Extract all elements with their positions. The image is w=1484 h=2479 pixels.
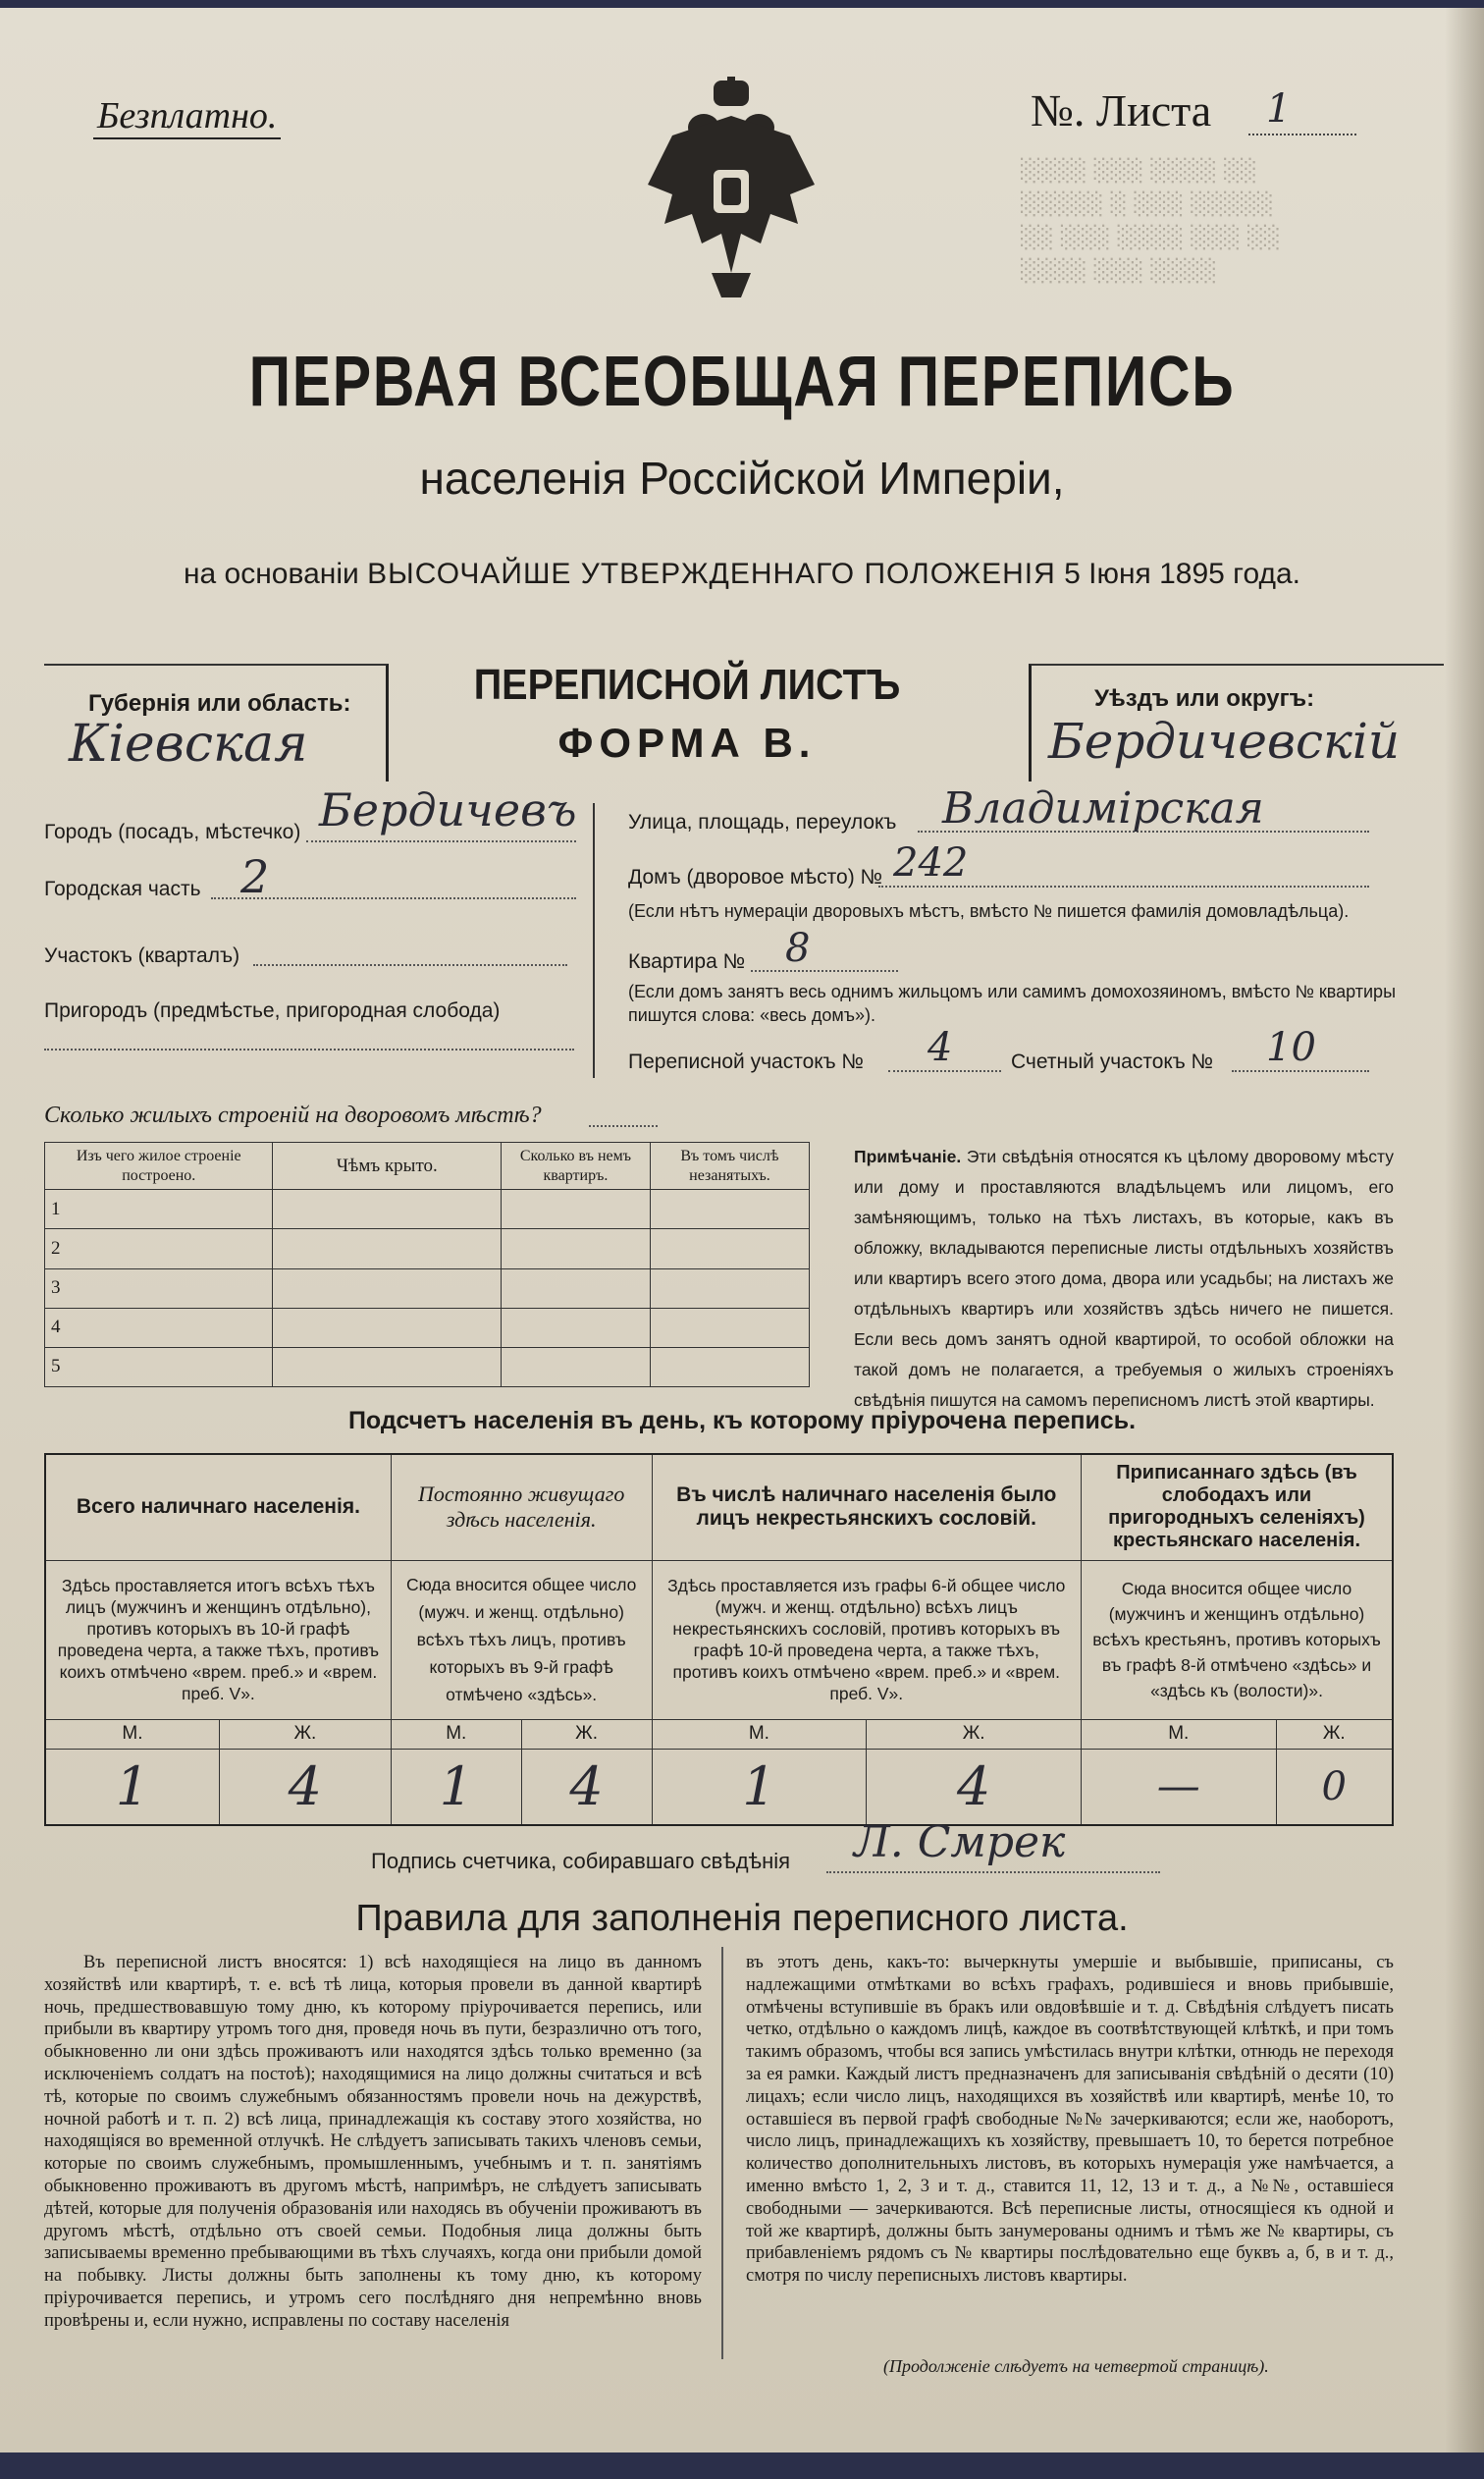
buildings-row-number: 4 xyxy=(45,1308,273,1347)
population-total-f: 4 xyxy=(219,1749,391,1825)
census-form-sheet xyxy=(0,8,1484,2452)
house-note: (Если нѣтъ нумераціи дворовыхъ мѣстъ, вмѣсто № пишется фамилія домовладѣльца). xyxy=(628,901,1350,921)
population-f-label: Ж. xyxy=(219,1719,391,1749)
population-peasant-m: — xyxy=(1082,1749,1277,1825)
suburb-line xyxy=(44,1049,574,1051)
apartment-label: Квартира № xyxy=(628,950,746,973)
gubernia-label: Губернія или область: xyxy=(88,690,351,717)
count-area-line xyxy=(1232,1070,1369,1072)
house-value: 242 xyxy=(893,840,969,886)
address-divider xyxy=(593,803,595,1078)
apartment-value: 8 xyxy=(785,926,811,971)
street-value: Владимірская xyxy=(942,783,1264,834)
street-label: Улица, площадь, переулокъ xyxy=(628,811,897,834)
note-text: Эти свѣдѣнія относятся къ цѣлому дворовому мѣсту или дому и проставляются владѣльцемъ или лицомъ, его замѣняющимъ, только на тѣхъ листахъ, въ которые, какъ въ обложку, вкладываются переписные листы отдѣльныхъ хозяйствъ или квартиръ всего этого дома, двора или усадьбы; на листахъ же отдѣльныхъ квартиръ или хозяйствъ здѣсь ничего не пишется. Если весь домъ занятъ одной квартирой, то особой обложки на такой домъ не полагается, а требуемыя о жилыхъ строеніяхъ свѣдѣнія пишутся на самомъ переписномъ листѣ этой квартиры. xyxy=(854,1147,1394,1410)
city-part-value: 2 xyxy=(240,850,270,903)
city-label: Городъ (посадъ, мѣстечко) xyxy=(44,821,301,843)
paper-edge-shadow xyxy=(1445,8,1484,2452)
population-m-label: М. xyxy=(652,1719,867,1749)
buildings-header-roof: Чѣмъ крыто. xyxy=(273,1143,501,1190)
buildings-question-line xyxy=(589,1125,658,1127)
rules-column-divider xyxy=(721,1947,723,2359)
buildings-row-number: 1 xyxy=(45,1190,273,1229)
rules-continued: (Продолженіе слѣдуетъ на четвертой страницѣ). xyxy=(883,2356,1269,2376)
census-area-line xyxy=(888,1070,1001,1072)
signature-line xyxy=(826,1871,1160,1873)
population-peasant-f: 0 xyxy=(1276,1749,1393,1825)
plot-label: Участокъ (кварталъ) xyxy=(44,944,240,967)
population-nonpeasant-f: 4 xyxy=(867,1749,1082,1825)
census-area-value: 4 xyxy=(928,1025,953,1070)
rules-title: Правила для заполненія переписного листа. xyxy=(355,1898,1129,1939)
basis-caps: ВЫСОЧАЙШЕ УТВЕРЖДЕННАГО ПОЛОЖЕНІЯ xyxy=(367,558,1056,590)
basis-date: 5 Іюня 1895 года. xyxy=(1064,558,1301,590)
sheet-number-value: 1 xyxy=(1266,86,1292,132)
population-f-label: Ж. xyxy=(521,1719,652,1749)
population-col-permanent-head: Постоянно живущаго здѣсь населенія. xyxy=(391,1454,652,1560)
population-title: Подсчетъ населенія въ день, къ которому пріурочена перепись. xyxy=(347,1407,1137,1434)
count-area-label: Счетный участокъ № xyxy=(1011,1051,1214,1073)
house-line xyxy=(878,886,1369,888)
legal-basis-line xyxy=(0,558,1484,591)
signature-label: Подпись счетчика, собиравшаго свѣдѣнія xyxy=(371,1849,791,1873)
gubernia-value: Кіевская xyxy=(69,715,308,774)
population-m-label: М. xyxy=(45,1719,219,1749)
buildings-header-apartments: Сколько въ немъ квартиръ. xyxy=(501,1143,650,1190)
population-nonpeasant-m: 1 xyxy=(652,1749,867,1825)
document-title: ПЕРВАЯ ВСЕОБЩАЯ ПЕРЕПИСЬ xyxy=(248,343,1236,421)
city-part-label: Городская часть xyxy=(44,878,201,900)
rules-right-column: въ этотъ день, какъ-то: вычеркнуты умершіе и выбывшіе, приписаны, съ надлежащими отмѣтками во всѣхъ графахъ, родившіеся и вновь прибывшіе, отмѣчены вступившіе въ бракъ или овдовѣвшіе и т. д. Свѣдѣнія слѣдуетъ писать четко, отдѣльно о каждомъ лицѣ, каждое въ соотвѣтствующей клѣткѣ, и при томъ такимъ образомъ, чтобы вся запись умѣстилась внутри клѣтки, отнюдь не переходя за ея рамки. Каждый листъ предназначенъ для записыванія свѣдѣній о десяти (10) лицахъ; если число лицъ, находящихся въ хозяйствѣ или квартирѣ, менѣе 10, то оставшіеся въ первой графѣ свободные №№ зачеркиваются; если же, наоборотъ, число лицъ, принадлежащихъ къ хозяйству, превышаетъ 10, то берется потребное количество дополнительныхъ листовъ, въ которыхъ нумерація уже намѣчается, а именно вмѣсто 1, 2, 3 и т. д., ставится 11, 12, 13 и т. д., а №№, оставшіеся свободными — зачеркиваются. Всѣ переписные листы, относящіеся къ одной и той же квартирѣ, должны быть занумерованы однимъ и тѣмъ же № квартиры, съ прибавленіемъ рядомъ съ № квартиры послѣдовательно еще буквъ а, б, в и т. д., смотря по числу переписныхъ листовъ квартиры. xyxy=(746,1953,1394,2287)
buildings-note xyxy=(854,1142,1394,1416)
buildings-row-number: 5 xyxy=(45,1347,273,1386)
count-area-value: 10 xyxy=(1266,1025,1316,1070)
population-permanent-f: 4 xyxy=(521,1749,652,1825)
population-m-label: М. xyxy=(391,1719,521,1749)
document-subtitle: населенія Россійской Имперіи, xyxy=(419,453,1065,504)
population-table xyxy=(44,1453,1394,1826)
population-col-peasant-desc: Сюда вносится общее число (мужчинъ и женщинъ отдѣльно) всѣхъ крестьянъ, противъ которыхъ въ графѣ 8-й отмѣчено «здѣсь» и «здѣсь къ (волости)». xyxy=(1082,1560,1394,1719)
population-total-m: 1 xyxy=(45,1749,219,1825)
buildings-row-number: 2 xyxy=(45,1229,273,1268)
city-line xyxy=(306,840,576,842)
buildings-row-number: 3 xyxy=(45,1268,273,1308)
population-col-total-desc: Здѣсь проставляется итогъ всѣхъ тѣхъ лицъ (мужчинъ и женщинъ отдѣльно), противъ которыхъ въ 10-й графѣ проведена черта, а также тѣхъ, противъ коихъ отмѣчено «врем. преб.» и «врем. преб. V». xyxy=(45,1560,391,1719)
census-area-label: Переписной участокъ № xyxy=(628,1051,864,1073)
buildings-table xyxy=(44,1142,810,1387)
signature-value: Л. Смрек xyxy=(854,1817,1066,1867)
form-letter: ФОРМА В. xyxy=(557,720,817,766)
plot-line xyxy=(253,964,567,966)
population-col-nonpeasant-head: Въ числѣ наличнаго населенія было лицъ некрестьянскихъ сословій. xyxy=(652,1454,1081,1560)
rules-left-column: Въ переписной листъ вносятся: 1) всѣ находящіеся на лицо въ данномъ хозяйствѣ или квартирѣ, т. е. всѣ тѣ лица, которыя провели въ данной квартирѣ ночь, предшествовавшую тому дню, къ которому пріурочивается перепись, или прибыли въ квартиру утромъ того дня, проведя ночь въ пути, безразлично отъ того, обыкновенно ли они здѣсь проживаютъ или находятся здѣсь только временно (за исключеніемъ солдатъ на постоѣ); находящимися на лицо должны считаться и всѣ тѣ, которые по своимъ служебнымъ обязанностямъ провели ночь на дежурствѣ, ночной работѣ и т. п. 2) всѣ лица, принадлежащія къ составу этого хозяйства, но находящіяся во временной отлучкѣ. Не слѣдуетъ записывать такихъ членовъ семьи, которые по своимъ служебнымъ, промышленнымъ, учебнымъ и т. п. занятіямъ обыкновенно проживаютъ въ другомъ мѣстѣ, напримѣръ, не слѣдуетъ записывать дѣтей, которые для полученія образованія или находясь въ обученіи проживаютъ въ другомъ мѣстѣ, отдѣльно отъ своей семьи. Подобныя лица должны быть записываемы временно пребывающими въ тѣхъ случаяхъ, когда они прибыли домой на побывку. Листы должны быть заполнены къ тому дню, къ которому пріурочивается перепись, и утромъ сего послѣдняго дня непремѣнно вновь провѣрены и, если нужно, исправлены по составу населенія xyxy=(44,1953,702,2331)
population-permanent-m: 1 xyxy=(391,1749,521,1825)
uezd-value: Бердичевскій xyxy=(1048,713,1401,770)
population-col-peasant-head: Приписаннаго здѣсь (въ слободахъ или пригородныхъ селеніяхъ) крестьянскаго населенія. xyxy=(1082,1454,1394,1560)
form-title: ПЕРЕПИСНОЙ ЛИСТЪ xyxy=(473,661,901,709)
free-label: Безплатно. xyxy=(93,94,281,139)
note-heading: Примѣчаніе. xyxy=(854,1147,962,1166)
buildings-header-material: Изъ чего жилое строеніе построено. xyxy=(45,1143,273,1190)
suburb-label: Пригородъ (предмѣстье, пригородная слобода) xyxy=(44,999,501,1022)
apartment-note: (Если домъ занятъ весь однимъ жильцомъ или самимъ домохозяиномъ, вмѣсто № квартиры пишутся слова: «весь домъ»). xyxy=(628,982,1397,1025)
bleed-through-texture: ░░░░ ░░░ ░░░░ ░░ ░░░░░ ░ ░░░ ░░░░░ ░░ ░░░ ░░░░ ░░░ ░░ ░░░░ ░░░ ░░░░ xyxy=(1021,159,1281,284)
population-col-total-head: Всего наличнаго населенія. xyxy=(45,1454,391,1560)
population-f-label: Ж. xyxy=(1276,1719,1393,1749)
population-col-nonpeasant-desc: Здѣсь проставляется изъ графы 6-й общее число (мужч. и женщ. отдѣльно) всѣхъ лицъ некрестьянскихъ сословій, противъ которыхъ въ графѣ 10-й проведена черта, а также тѣхъ, противъ коихъ отмѣчено «врем. преб.» и «врем. преб. V». xyxy=(652,1560,1081,1719)
city-value: Бердичевъ xyxy=(319,783,577,836)
house-label: Домъ (дворовое мѣсто) № xyxy=(628,866,883,889)
population-m-label: М. xyxy=(1082,1719,1277,1749)
imperial-eagle-icon xyxy=(643,77,820,302)
population-col-permanent-desc: Сюда вносится общее число (мужч. и женщ. отдѣльно) всѣхъ тѣхъ лицъ, противъ которыхъ въ 9-й графѣ отмѣчено «здѣсь». xyxy=(391,1560,652,1719)
basis-pre: на основаніи xyxy=(183,558,359,590)
uezd-label: Уѣздъ или округъ: xyxy=(1094,685,1315,712)
buildings-header-vacant: Въ томъ числѣ незанятыхъ. xyxy=(650,1143,809,1190)
buildings-question: Сколько жилыхъ строеній на дворовомъ мѣстѣ? xyxy=(44,1103,542,1128)
apartment-line xyxy=(751,970,898,972)
sheet-number-line xyxy=(1248,134,1356,135)
sheet-number-label: №. Листа xyxy=(1031,85,1212,135)
population-f-label: Ж. xyxy=(867,1719,1082,1749)
